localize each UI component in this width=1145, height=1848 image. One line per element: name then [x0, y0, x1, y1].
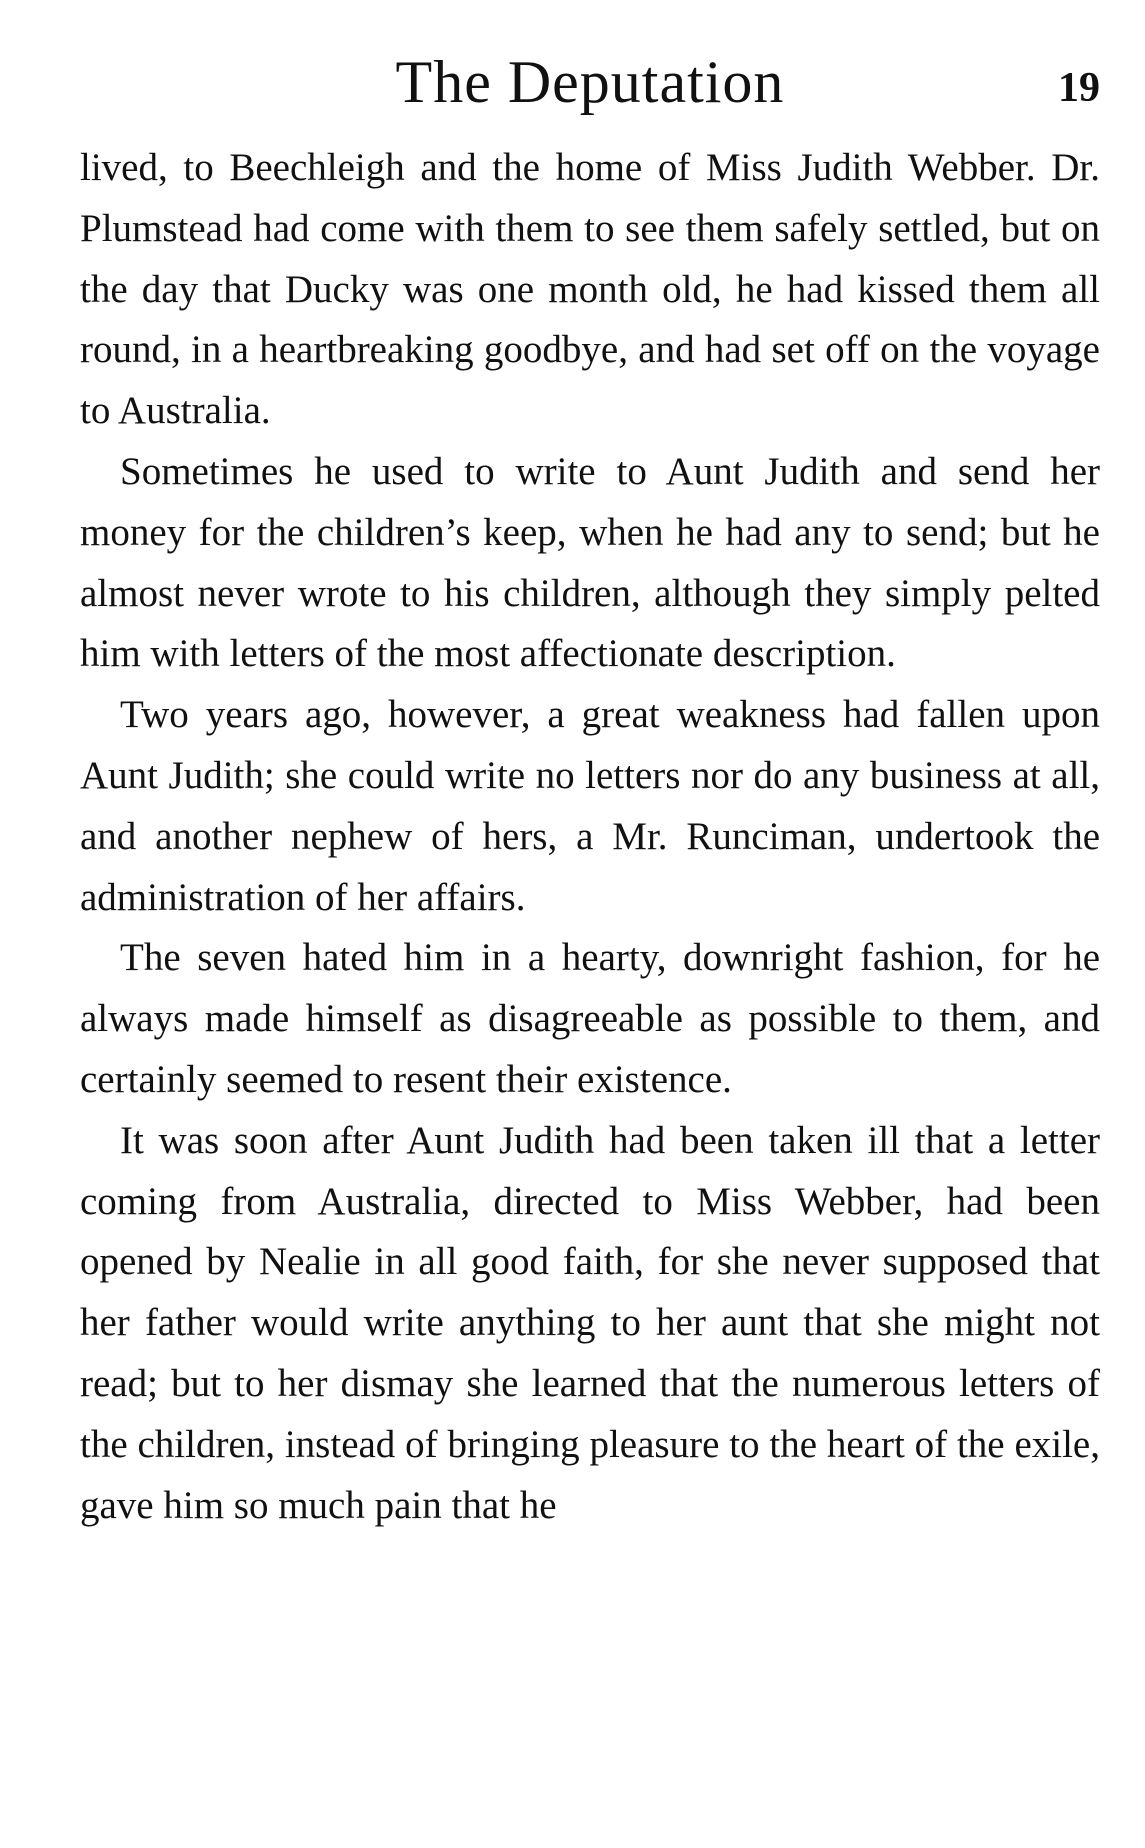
- paragraph: Sometimes he used to write to Aunt Judith and send her money for the children’s keep, when he had any to send; but he almost never wrote to his children, although they simply pelted him with letters of the most affectionate description.: [80, 449, 1100, 676]
- page-number: 19: [1058, 65, 1100, 111]
- running-title: The Deputation: [395, 49, 785, 115]
- running-head: [80, 38, 1100, 138]
- paragraph: It was soon after Aunt Judith had been taken ill that a letter coming from Australia, directed to Miss Webber, had been opened by Nealie in all good faith, for she never supposed that her father would write anything to her aunt that she might not read; but to her dismay she learned that the numerous letters of the children, instead of bringing pleasure to the heart of the exile, gave him so much pain that he: [80, 1118, 1100, 1527]
- body-text: [80, 138, 1100, 1536]
- paragraph: The seven hated him in a hearty, downright fashion, for he always made himself as disagreeable as possible to them, and certainly seemed to resent their existence.: [80, 936, 1100, 1101]
- paragraph: Two years ago, however, a great weakness had fallen upon Aunt Judith; she could write no letters nor do any business at all, and another nephew of hers, a Mr. Runciman, undertook the administration of her affairs.: [80, 693, 1100, 919]
- paragraph-continued: lived, to Beechleigh and the home of Miss Judith Webber. Dr. Plumstead had come with them to see them safely settled, but on the day that Ducky was one month old, he had kissed them all round, in a heartbreaking goodbye, and had set off on the voyage to Australia.: [80, 146, 1100, 433]
- book-page: [80, 38, 1100, 1536]
